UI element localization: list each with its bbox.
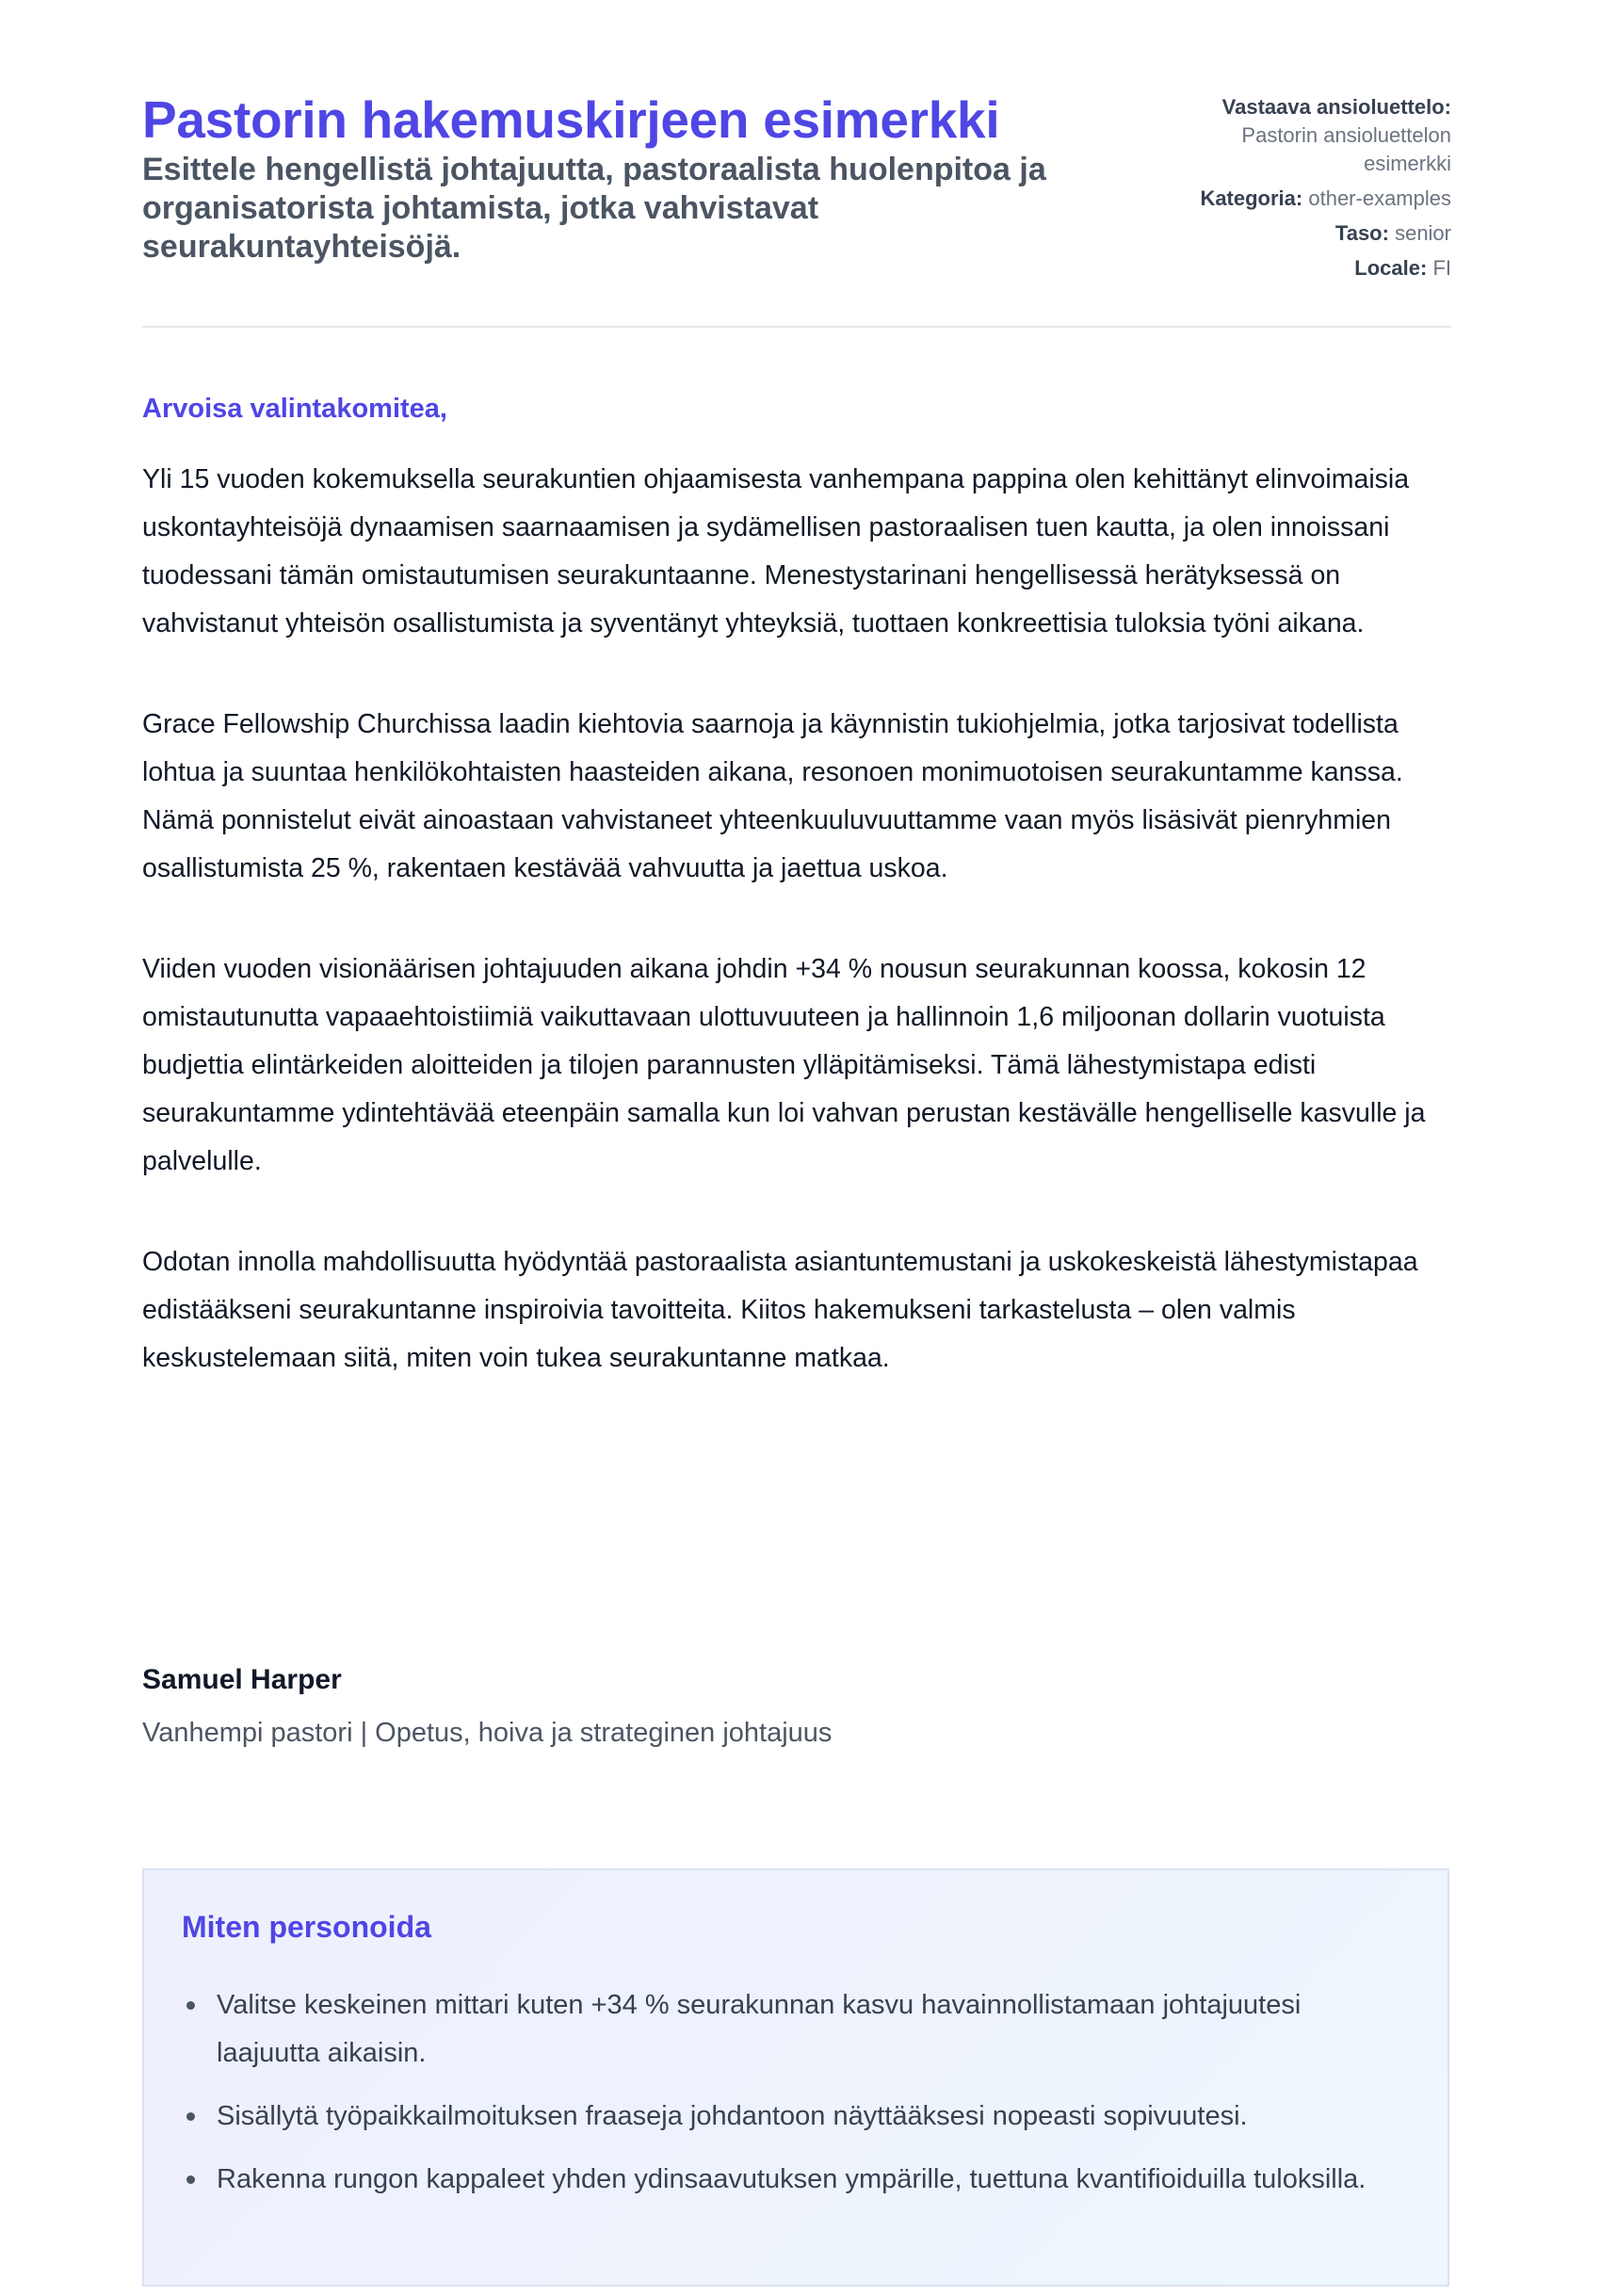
meta-locale — [1131, 253, 1451, 283]
tips-list-item — [182, 2093, 1406, 2141]
tips-list-item — [182, 1981, 1406, 2078]
bullet-icon — [186, 2001, 195, 2010]
signature-name: Samuel Harper — [142, 1664, 342, 1695]
salutation: Arvoisa valintakomitea, — [142, 394, 447, 424]
tips-list-item — [182, 2156, 1406, 2204]
document-meta — [1131, 92, 1451, 283]
personalization-tips-box — [142, 1868, 1449, 2287]
meta-locale-value: FI — [1432, 256, 1451, 280]
meta-level-label: Taso: — [1334, 221, 1389, 245]
header-divider — [142, 326, 1451, 328]
meta-locale-label: Locale: — [1354, 256, 1428, 280]
meta-resume-value-line2: esimerkki — [1364, 152, 1451, 175]
letter-paragraph: Yli 15 vuoden kokemuksella seurakuntien ohjaamisesta vanhempana pappina olen kehittänyt elinvoimaisia uskontayhteisöjä dynaamisen saarnaamisen ja sydämellisen pastoraalisen tuen kautta, ja olen innoissani tuodessani tämän omistautumisen seurakuntaanne. Menestystarinani hengellisessä herätyksessä on vahvistanut yhteisön osallistumista ja syventänyt yhteyksiä, tuottaen konkreettisia tuloksia työni aikana. — [142, 464, 1410, 639]
letter-paragraph: Grace Fellowship Churchissa laadin kiehtovia saarnoja ja käynnistin tukiohjelmia, jotka tarjosivat todellista lohtua ja suuntaa henkilökohtaisten haasteiden aikana, resonoen monimuotoisen seurakuntamme kanssa. Nämä ponnistelut eivät ainoastaan vahvistaneet yhteenkuuluvuuttamme vaan myös lisäsivät pienryhmien osallistumista 25 %, rakentaen kestävää vahvuutta ja jaettua uskoa. — [142, 709, 1403, 883]
signature-block — [142, 1661, 1451, 1752]
letter-body — [142, 390, 1451, 1435]
document-header — [142, 90, 1451, 326]
document-page — [142, 90, 1451, 2194]
letter-paragraph: Viiden vuoden visionäärisen johtajuuden aikana johdin +34 % nousun seurakunnan koossa, kokosin 12 omistautunutta vapaaehtoistiimiä vaikuttavaan ulottuvuuteen ja hallinnoin 1,6 miljoonan dollarin vuotuista budjettia elintärkeiden aloitteiden ja tilojen parannusten ylläpitämiseksi. Tämä lähestymistapa edisti seurakuntamme ydintehtävää eteenpäin samalla kun loi vahvan perustan kestävälle hengelliselle kasvulle ja palvelulle. — [142, 954, 1426, 1176]
meta-resume-label: Vastaava ansioluettelo: — [1221, 95, 1451, 119]
signature-role: Vanhempi pastori | Opetus, hoiva ja strateginen johtajuus — [142, 1718, 833, 1748]
meta-resume — [1131, 92, 1451, 121]
tips-title: Miten personoida — [182, 1910, 431, 1944]
page-subtitle: Esittele hengellistä johtajuutta, pastoraalista huolenpitoa ja organisatorista johtamista, jotka vahvistavat seurakuntayhteisöjä. — [142, 152, 1046, 265]
page-title: Pastorin hakemuskirjeen esimerkki — [142, 90, 1000, 149]
tips-item-text: Sisällytä työpaikkailmoituksen fraaseja johdantoon näyttääksesi nopeasti sopivuutesi. — [217, 2101, 1248, 2131]
meta-category — [1131, 184, 1451, 213]
title-block — [142, 90, 1122, 267]
bullet-icon — [186, 2175, 195, 2184]
meta-category-label: Kategoria: — [1200, 186, 1303, 210]
tips-item-text: Rakenna rungon kappaleet yhden ydinsaavutuksen ympärille, tuettuna kvantifioiduilla tuloksilla. — [217, 2164, 1367, 2194]
meta-level-value: senior — [1395, 221, 1451, 245]
tips-item-text: Valitse keskeinen mittari kuten +34 % seurakunnan kasvu havainnollistamaan johtajuutesi laajuutta aikaisin. — [217, 1990, 1302, 2068]
tips-list — [182, 1981, 1406, 2219]
meta-category-value: other-examples — [1308, 186, 1451, 210]
letter-paragraph: Odotan innolla mahdollisuutta hyödyntää pastoraalista asiantuntemustani ja uskokeskeistä lähestymistapaa edistääkseni seurakuntanne inspiroivia tavoitteita. Kiitos hakemukseni tarkastelusta – olen valmis keskustelemaan siitä, miten voin tukea seurakuntanne matkaa. — [142, 1247, 1418, 1373]
meta-resume-value-line1: Pastorin ansioluettelon — [1241, 123, 1451, 147]
meta-level — [1131, 218, 1451, 248]
bullet-icon — [186, 2112, 195, 2121]
